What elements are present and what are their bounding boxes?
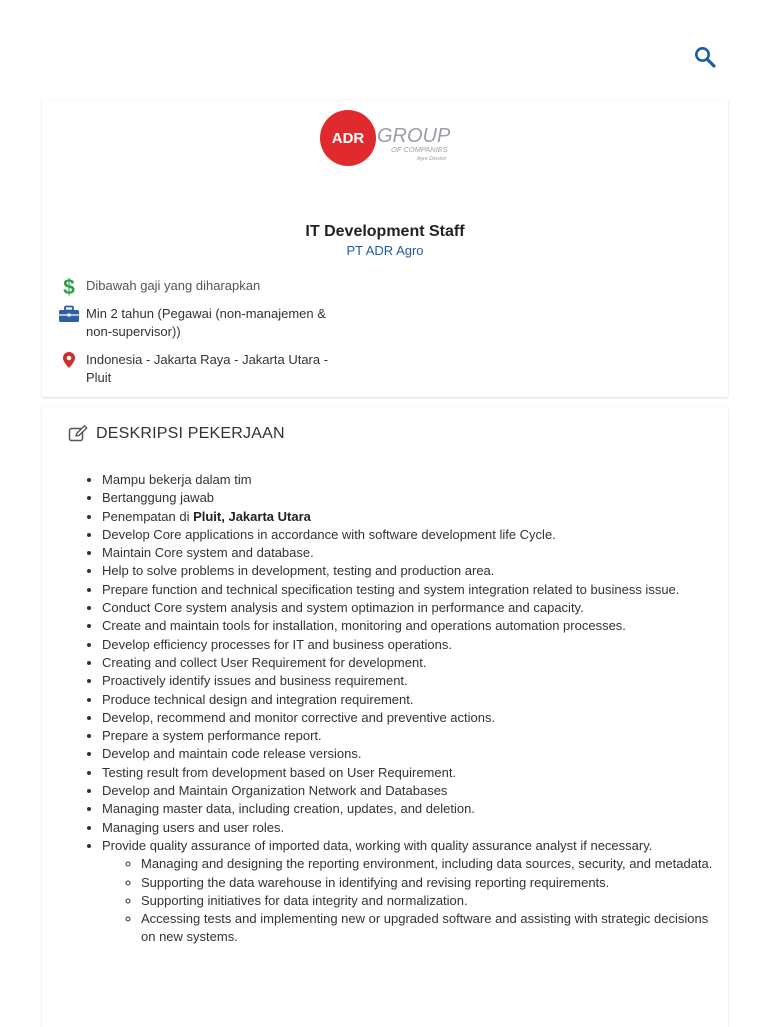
company-logo [319,108,455,168]
list-item [102,837,722,947]
job-summary-card [42,100,728,397]
list-item-text: Provide quality assurance of imported data, working with quality assurance analyst if necessary. [102,837,653,853]
experience-row [58,305,336,341]
list-item: • Create and maintain tools for installation, monitoring and operations automation processes. [102,617,722,635]
list-item: • Develop and maintain code release versions. [102,745,722,763]
list-item: • Maintain Core system and database. [102,544,722,562]
location-text: Indonesia - Jakarta Raya - Jakarta Utara - Pluit [86,352,329,385]
briefcase-icon [58,305,80,325]
job-description-card [42,407,728,1027]
list-item: • Creating and collect User Requirement for development. [102,654,722,672]
sub-list [102,855,722,946]
svg-text:$: $ [63,277,75,297]
top-bar [0,0,768,100]
list-item [102,508,722,526]
search-button[interactable] [690,42,720,72]
sub-list-item: ◦ Supporting initiatives for data integrity and normalization. [141,892,722,910]
list-item: • Develop efficiency processes for IT and business operations. [102,636,722,654]
logo-division: Agro Division [417,156,447,162]
salary-text: Dibawah gaji yang diharapkan [86,278,261,293]
job-title: IT Development Staff [305,223,465,240]
list-item: • Managing users and user roles. [102,819,722,837]
description-list [63,471,722,947]
placement-location: Pluit, Jakarta Utara [193,508,311,524]
experience-text: Min 2 tahun (Pegawai (non-manajemen & non-supervisor)) [86,306,326,339]
sub-list-item: ◦ Accessing tests and implementing new or upgraded software and assisting with strategic decisions on new systems. [141,910,722,947]
map-pin-icon [58,351,80,371]
list-item: • Testing result from development based on User Requirement. [102,764,722,782]
list-item: • Prepare a system performance report. [102,727,722,745]
salary-row [58,277,336,297]
location-row [58,351,336,387]
logo-sub: OF COMPANIES [391,145,448,154]
list-item: • Mampu bekerja dalam tim [102,471,722,489]
sub-list-item: ◦ Supporting the data warehouse in identifying and revising reporting requirements. [141,874,722,892]
description-header [68,425,285,443]
search-icon [693,45,717,69]
list-item: • Develop Core applications in accordance with software development life Cycle. [102,526,722,544]
placement-prefix: Penempatan di [102,508,194,524]
logo-word: GROUP [377,125,451,147]
company-link[interactable]: PT ADR Agro [346,243,424,258]
list-item: • Help to solve problems in development, testing and production area. [102,562,722,580]
list-item: • Proactively identify issues and business requirement. [102,672,722,690]
list-item: • Managing master data, including creation, updates, and deletion. [102,800,722,818]
sub-list-item: ◦ Managing and designing the reporting environment, including data sources, security, and metadata. [141,855,722,873]
list-item: • Develop and Maintain Organization Network and Databases [102,782,722,800]
logo-mark-text: ADR [331,130,365,147]
list-item: • Produce technical design and integration requirement. [102,691,722,709]
dollar-icon [58,277,80,297]
list-item: • Bertanggung jawab [102,489,722,507]
list-item: • Conduct Core system analysis and system optimazion in performance and capacity. [102,599,722,617]
list-item: • Develop, recommend and monitor corrective and preventive actions. [102,709,722,727]
description-title: DESKRIPSI PEKERJAAN [96,425,285,442]
list-item: • Prepare function and technical specification testing and system integration related to business issue. [102,581,722,599]
edit-icon [68,425,88,443]
